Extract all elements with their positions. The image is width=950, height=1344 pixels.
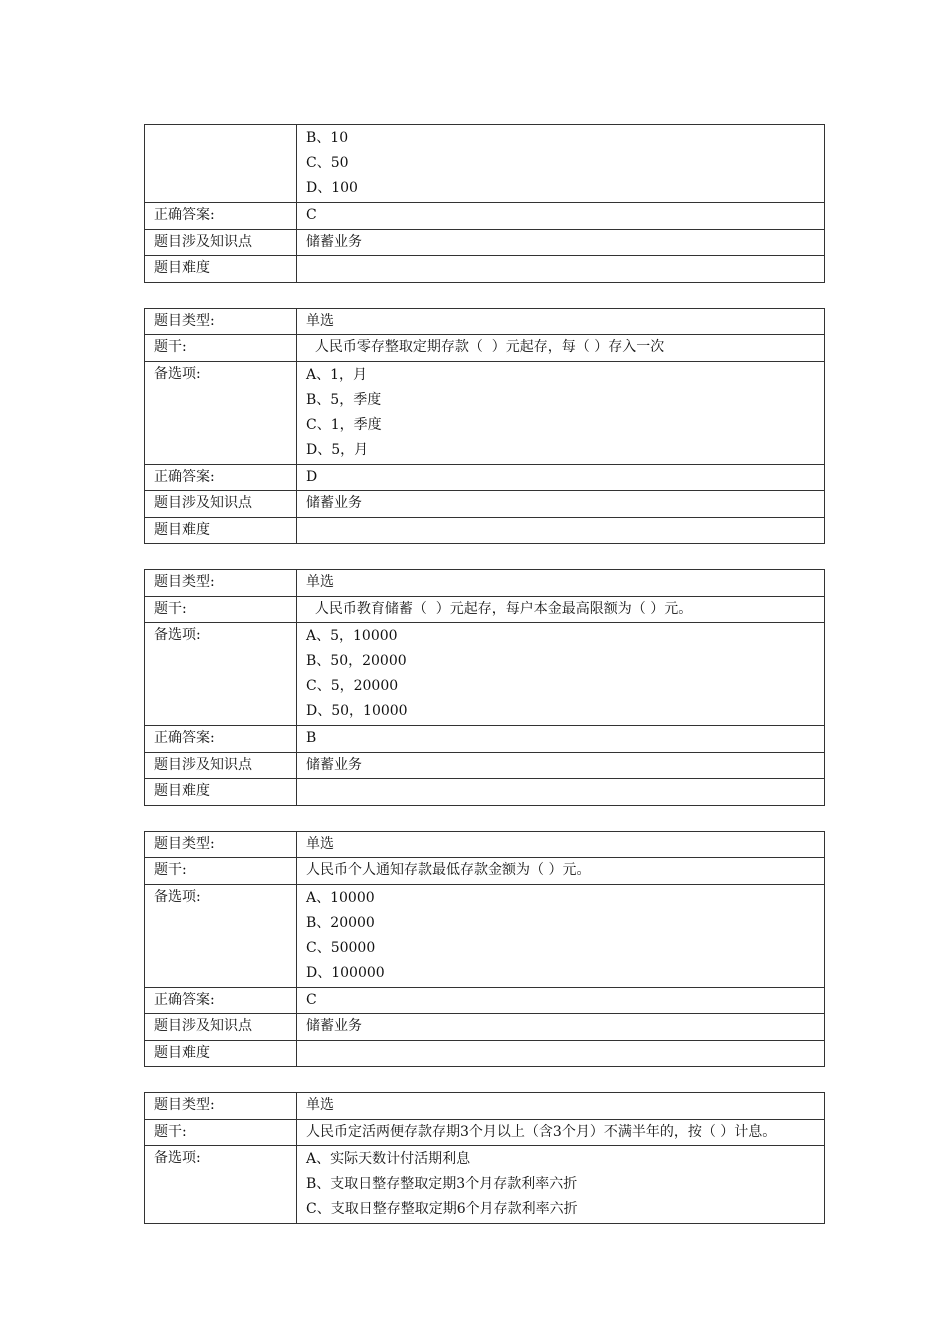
stem-label: 题干: (145, 335, 297, 362)
stem-value: 人民币定活两便存款存期3个月以上（含3个月）不满半年的，按（ ）计息。 (297, 1119, 825, 1146)
topic-label: 题目涉及知识点 (145, 229, 297, 256)
answer-row (145, 203, 825, 230)
options-label: 备选项: (145, 623, 297, 726)
option-b: B、20000 (306, 914, 375, 931)
option-d: D、100 (306, 180, 358, 196)
difficulty-row (145, 779, 825, 806)
options-row (145, 1146, 825, 1224)
answer-value: C (297, 987, 825, 1014)
difficulty-value (297, 779, 825, 806)
stem-value: 人民币教育储蓄（ ）元起存，每户本金最高限额为（ ）元。 (297, 596, 825, 623)
difficulty-label: 题目难度 (145, 779, 297, 806)
option-b: B、支取日整存整取定期3个月存款利率六折 (306, 1176, 578, 1192)
options-cell (297, 1146, 825, 1224)
answer-value: B (297, 726, 825, 753)
type-value: 单选 (297, 308, 825, 335)
option-c: C、50 (306, 155, 349, 171)
stem-value: 人民币个人通知存款最低存款金额为（ ）元。 (297, 858, 825, 885)
stem-value: 人民币零存整取定期存款（ ）元起存，每（ ）存入一次 (297, 335, 825, 362)
topic-row (145, 491, 825, 518)
difficulty-value (297, 256, 825, 283)
answer-value: C (297, 203, 825, 230)
difficulty-label: 题目难度 (145, 517, 297, 544)
option-c: C、50000 (306, 939, 376, 956)
options-label (145, 125, 297, 203)
topic-label: 题目涉及知识点 (145, 1014, 297, 1041)
option-a: A、实际天数计付活期利息 (306, 1151, 471, 1167)
option-c: C、支取日整存整取定期6个月存款利率六折 (306, 1201, 578, 1217)
options-cell (297, 623, 825, 726)
type-row (145, 570, 825, 597)
option-a: A、1，月 (306, 366, 368, 383)
stem-row (145, 858, 825, 885)
type-label: 题目类型: (145, 570, 297, 597)
options-row (145, 125, 825, 203)
topic-label: 题目涉及知识点 (145, 491, 297, 518)
question-table-2 (144, 569, 825, 806)
question-table-3 (144, 831, 825, 1068)
answer-row (145, 464, 825, 491)
stem-label: 题干: (145, 1119, 297, 1146)
type-value: 单选 (297, 570, 825, 597)
type-row (145, 1093, 825, 1120)
type-value: 单选 (297, 1093, 825, 1120)
type-label: 题目类型: (145, 1093, 297, 1120)
option-c: C、5，20000 (306, 678, 399, 694)
options-label: 备选项: (145, 1146, 297, 1224)
difficulty-value (297, 517, 825, 544)
option-a: A、10000 (306, 889, 375, 906)
type-label: 题目类型: (145, 308, 297, 335)
options-label: 备选项: (145, 884, 297, 987)
type-value: 单选 (297, 831, 825, 858)
question-table-1 (144, 308, 825, 545)
stem-row (145, 596, 825, 623)
type-label: 题目类型: (145, 831, 297, 858)
options-label: 备选项: (145, 361, 297, 464)
options-cell (297, 125, 825, 203)
options-row (145, 623, 825, 726)
topic-row (145, 752, 825, 779)
difficulty-row (145, 517, 825, 544)
type-row (145, 308, 825, 335)
options-row (145, 884, 825, 987)
answer-value: D (297, 464, 825, 491)
option-d: D、5，月 (306, 441, 369, 458)
options-cell (297, 884, 825, 987)
options-row (145, 361, 825, 464)
topic-value: 储蓄业务 (297, 229, 825, 256)
question-table-partial (144, 124, 825, 283)
answer-row (145, 726, 825, 753)
question-table-4 (144, 1092, 825, 1224)
answer-label: 正确答案: (145, 203, 297, 230)
topic-value: 储蓄业务 (297, 491, 825, 518)
option-b: B、50，20000 (306, 653, 407, 669)
topic-label: 题目涉及知识点 (145, 752, 297, 779)
answer-row (145, 987, 825, 1014)
answer-label: 正确答案: (145, 726, 297, 753)
difficulty-value (297, 1040, 825, 1067)
option-d: D、100000 (306, 964, 385, 981)
option-c: C、1，季度 (306, 416, 382, 433)
stem-label: 题干: (145, 858, 297, 885)
option-d: D、50，10000 (306, 703, 408, 719)
difficulty-row (145, 1040, 825, 1067)
document-page (144, 124, 825, 1249)
option-b: B、5，季度 (306, 391, 382, 408)
answer-label: 正确答案: (145, 464, 297, 491)
stem-row (145, 1119, 825, 1146)
option-b: B、10 (306, 130, 349, 146)
answer-label: 正确答案: (145, 987, 297, 1014)
difficulty-row (145, 256, 825, 283)
type-row (145, 831, 825, 858)
topic-value: 储蓄业务 (297, 752, 825, 779)
topic-row (145, 1014, 825, 1041)
difficulty-label: 题目难度 (145, 1040, 297, 1067)
topic-row (145, 229, 825, 256)
stem-label: 题干: (145, 596, 297, 623)
options-cell (297, 361, 825, 464)
topic-value: 储蓄业务 (297, 1014, 825, 1041)
stem-row (145, 335, 825, 362)
option-a: A、5，10000 (306, 628, 398, 644)
difficulty-label: 题目难度 (145, 256, 297, 283)
